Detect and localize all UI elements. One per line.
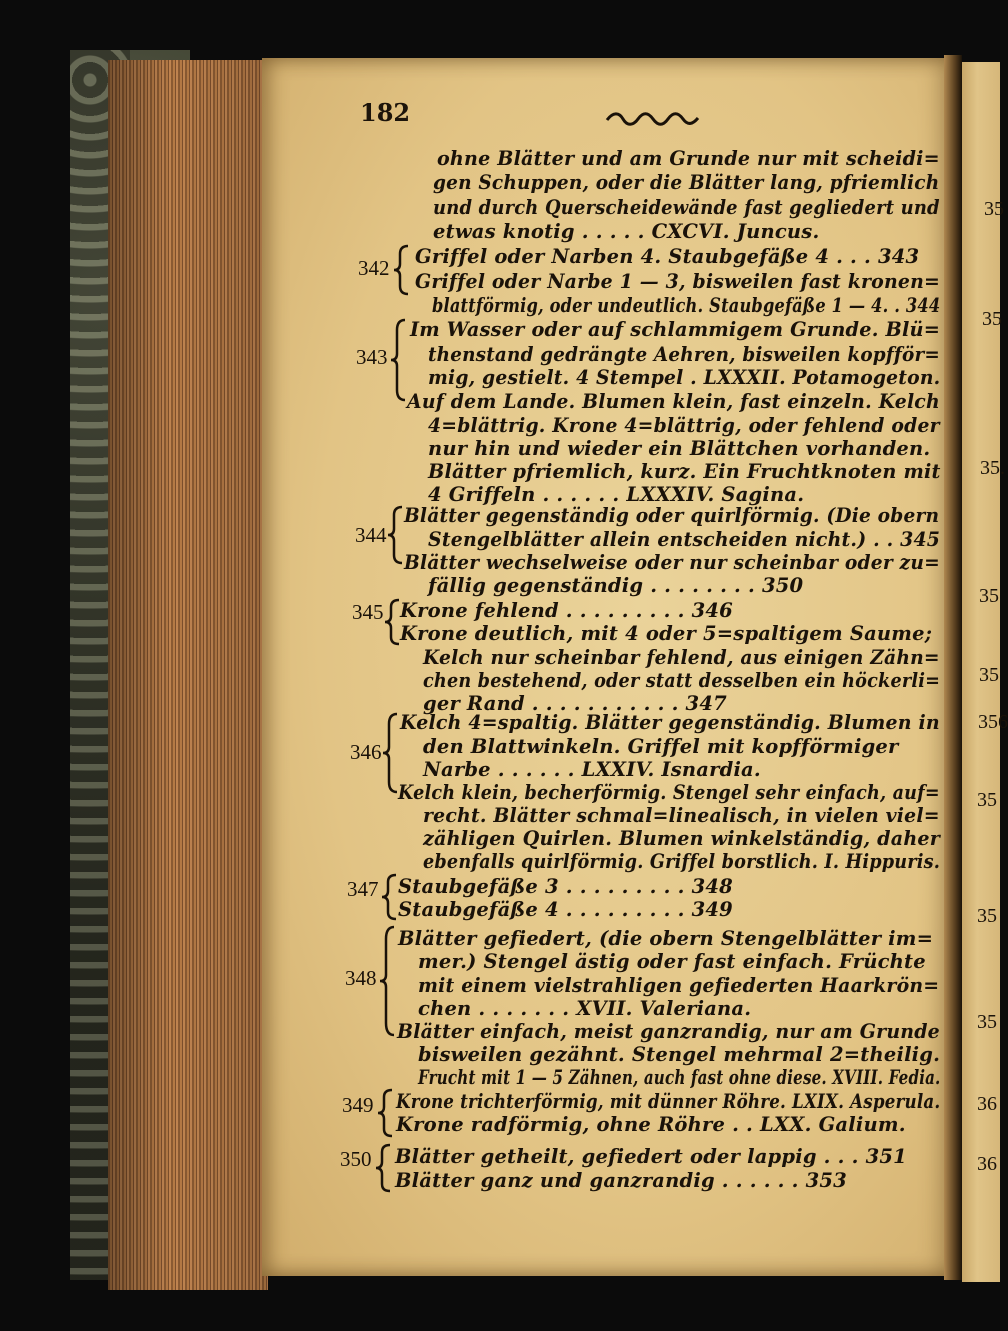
text-line: Narbe . . . . . . LXXIV. Isnardia. <box>423 758 761 781</box>
text-line: recht. Blätter schmal=linealisch, in vielen viel= <box>423 804 940 827</box>
text-line: Krone deutlich, mit 4 oder 5=spaltigem Saume; <box>400 622 933 645</box>
group-number: 342 <box>358 256 390 280</box>
group-number: 346 <box>350 740 382 764</box>
right-page-number: 35 <box>977 1011 997 1033</box>
text-line: Kelch 4=spaltig. Blätter gegenständig. Blumen in <box>400 711 940 734</box>
text-line: fällig gegenständig . . . . . . . . 350 <box>428 574 804 597</box>
right-page-number: 35 <box>984 198 1004 220</box>
text-line: Blätter ganz und ganzrandig . . . . . . 353 <box>395 1169 847 1192</box>
text-line: Krone trichterförmig, mit dünner Röhre. LXIX. Asperula. <box>396 1090 941 1113</box>
text-line: Frucht mit 1 — 5 Zähnen, auch fast ohne diese. XVIII. Fedia. <box>418 1066 941 1089</box>
ornament-swirl-icon <box>605 110 700 128</box>
right-page-number: 35 <box>979 585 999 607</box>
text-line: chen . . . . . . . XVII. Valeriana. <box>418 997 752 1020</box>
brace-icon <box>383 598 403 646</box>
text-line: Blätter pfriemlich, kurz. Ein Fruchtknoten mit <box>428 460 941 483</box>
text-line: gen Schuppen, oder die Blätter lang, pfriemlich <box>433 171 940 194</box>
group-number: 348 <box>345 966 377 990</box>
text-line: Blätter gegenständig oder quirlförmig. (Die obern <box>404 504 940 527</box>
text-line: blattförmig, oder undeutlich. Staubgefäße 1 — 4. . 344 <box>432 294 941 317</box>
group-number: 345 <box>352 600 384 624</box>
right-page-number: 356 <box>978 711 1008 733</box>
text-line: mig, gestielt. 4 Stempel . LXXXII. Potamogeton. <box>428 366 941 389</box>
brace-icon <box>378 925 398 1037</box>
right-page-number: 35. <box>980 457 1005 479</box>
right-page-number: 35 <box>979 664 999 686</box>
text-line: Stengelblätter allein entscheiden nicht.) . . 345 <box>428 528 941 551</box>
brace-icon <box>389 318 409 402</box>
right-page-number: 35 <box>977 789 997 811</box>
book-gutter <box>944 55 962 1280</box>
brace-icon <box>374 1143 394 1193</box>
text-line: Griffel oder Narbe 1 — 3, bisweilen fast kronen= <box>415 270 941 293</box>
text-line: Blätter einfach, meist ganzrandig, nur am Grunde <box>397 1020 940 1043</box>
brace-icon <box>381 712 401 794</box>
page-block-shadow <box>108 60 268 1290</box>
text-line: mit einem vielstrahligen gefiederten Haarkrön= <box>418 974 940 997</box>
text-line: den Blattwinkeln. Griffel mit kopfförmiger <box>423 735 899 758</box>
text-line: Kelch nur scheinbar fehlend, aus einigen Zähn= <box>423 646 940 669</box>
group-number: 343 <box>356 345 388 369</box>
text-line: ohne Blätter und am Grunde nur mit scheidi= <box>437 147 940 170</box>
group-number: 350 <box>340 1147 372 1171</box>
text-line: und durch Querscheidewände fast gegliedert und <box>433 196 940 219</box>
text-line: Im Wasser oder auf schlammigem Grunde. Blü= <box>410 318 941 341</box>
text-line: 4=blättrig. Krone 4=blättrig, oder fehlend oder <box>428 414 940 437</box>
brace-icon <box>386 505 406 565</box>
text-line: Kelch klein, becherförmig. Stengel sehr einfach, auf= <box>398 781 940 804</box>
text-line: ger Rand . . . . . . . . . . . 347 <box>423 692 727 715</box>
text-line: 4 Griffeln . . . . . . LXXXIV. Sagina. <box>428 483 805 506</box>
text-line: Auf dem Lande. Blumen klein, fast einzeln. Kelch <box>407 390 940 413</box>
group-number: 344 <box>355 523 387 547</box>
text-line: Krone radförmig, ohne Röhre . . LXX. Galium. <box>396 1113 906 1136</box>
text-line: Krone fehlend . . . . . . . . . 346 <box>400 599 733 622</box>
group-number: 347 <box>347 877 379 901</box>
text-line: ebenfalls quirlförmig. Griffel borstlich. I. Hippuris. <box>423 850 941 873</box>
right-page-number: 36 <box>977 1153 997 1175</box>
brace-icon <box>380 873 400 921</box>
text-line: etwas knotig . . . . . CXCVI. Juncus. <box>433 220 820 243</box>
text-line: zähligen Quirlen. Blumen winkelständig, daher <box>423 827 941 850</box>
brace-icon <box>376 1088 396 1138</box>
text-line: nur hin und wieder ein Blättchen vorhanden. <box>428 437 931 460</box>
text-line: Blätter gefiedert, (die obern Stengelblätter im= <box>398 927 934 950</box>
text-line: Griffel oder Narben 4. Staubgefäße 4 . . . 343 <box>415 245 920 268</box>
text-line: Blätter getheilt, gefiedert oder lappig . . . 351 <box>395 1145 907 1168</box>
right-page-number: 35 <box>977 905 997 927</box>
text-line: chen bestehend, oder statt desselben ein höckerli= <box>423 669 941 692</box>
text-line: mer.) Stengel ästig oder fast einfach. Früchte <box>418 950 926 973</box>
text-line: Staubgefäße 3 . . . . . . . . . 348 <box>398 875 733 898</box>
text-line: thenstand gedrängte Aehren, bisweilen kopfför= <box>428 343 940 366</box>
group-number: 349 <box>342 1093 374 1117</box>
right-page-number: 35 <box>982 308 1002 330</box>
page-number: 182 <box>360 98 411 127</box>
right-page-number: 36 <box>977 1093 997 1115</box>
text-line: bisweilen gezähnt. Stengel mehrmal 2=theilig. <box>418 1043 941 1066</box>
text-line: Blätter wechselweise oder nur scheinbar oder zu= <box>404 551 940 574</box>
brace-icon <box>392 244 412 296</box>
text-line: Staubgefäße 4 . . . . . . . . . 349 <box>398 898 733 921</box>
